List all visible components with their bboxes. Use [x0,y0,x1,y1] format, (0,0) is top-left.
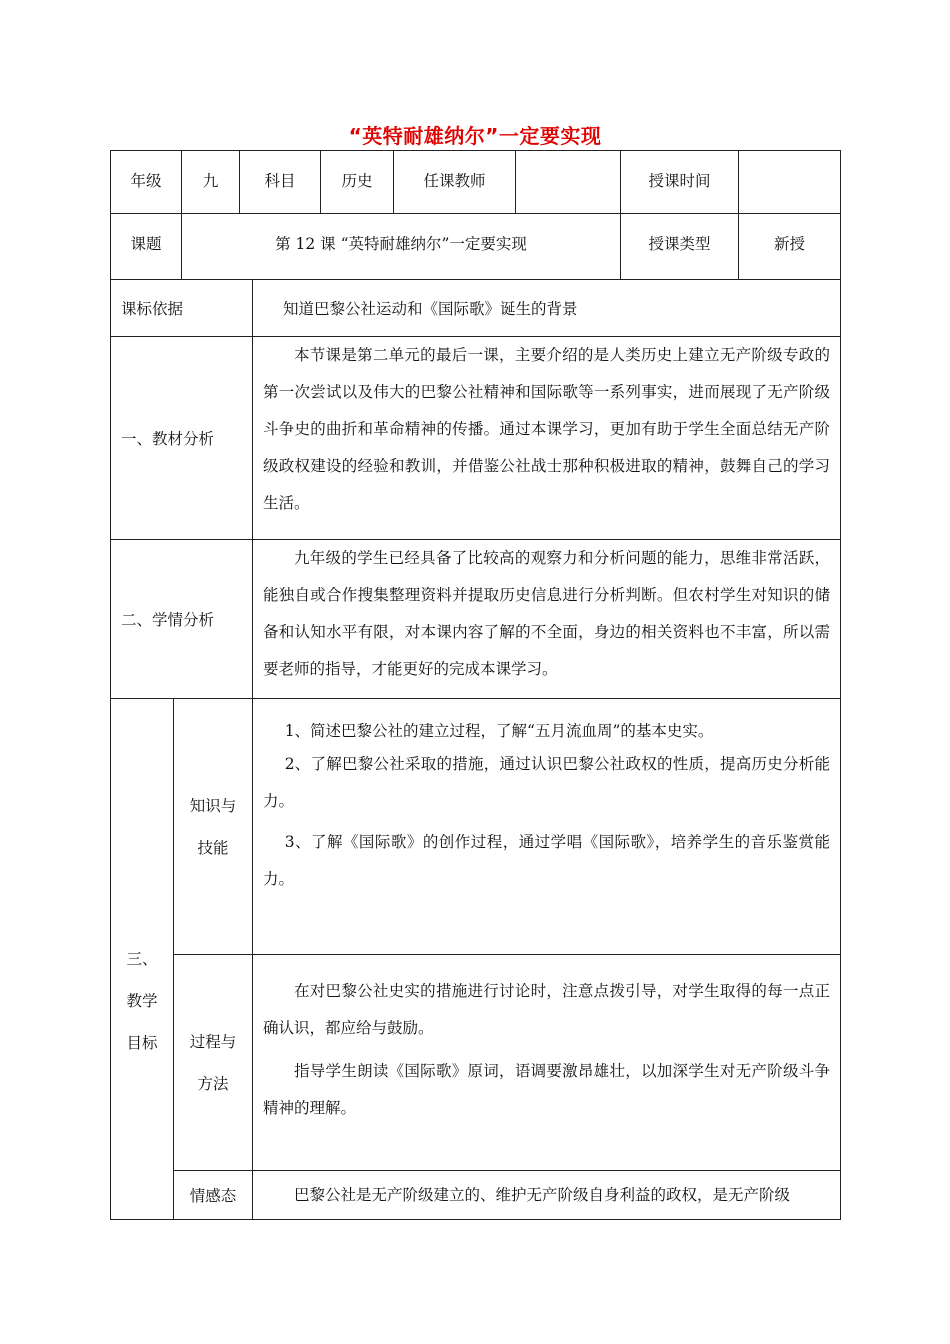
time-value [738,150,841,214]
process-item: 指导学生朗读《国际歌》原词，语调要激昂雄壮，以加深学生对无产阶级斗争精神的理解。 [263,1062,830,1117]
type-value: 新授 [738,213,841,280]
process-label: 过程与 方法 [173,954,253,1171]
material-label: 一、教材分析 [110,336,253,540]
topic-label: 课题 [110,213,182,280]
process-item: 在对巴黎公社史实的措施进行讨论时，注意点拨引导，对学生取得的每一点正确认识，都应给与鼓励。 [263,982,830,1037]
process-text [252,954,841,1171]
basis-label: 课标依据 [110,279,253,337]
knowledge-text [252,698,841,955]
grade-value: 九 [181,150,240,214]
knowledge-item: 2、了解巴黎公社采取的措施，通过认识巴黎公社政权的性质，提高历史分析能力。 [263,755,830,810]
subject-label: 科目 [239,150,321,214]
knowledge-item: 3、了解《国际歌》的创作过程，通过学唱《国际歌》，培养学生的音乐鉴赏能力。 [263,833,830,888]
student-label: 二、学情分析 [110,539,253,699]
teacher-label: 任课教师 [393,150,516,214]
teacher-value [515,150,621,214]
type-label: 授课类型 [620,213,739,280]
student-text: 九年级的学生已经具备了比较高的观察力和分析问题的能力，思维非常活跃，能独自或合作搜集整理资料并提取历史信息进行分析判断。但农村学生对知识的储备和认知水平有限，对本课内容了解的不全面，身边的相关资料也不丰富，所以需要老师的指导，才能更好的完成本课学习。 [252,539,841,699]
topic-value: 第 12 课 “英特耐雄纳尔”一定要实现 [181,213,621,280]
material-text: 本节课是第二单元的最后一课，主要介绍的是人类历史上建立无产阶级专政的第一次尝试以及伟大的巴黎公社精神和国际歌等一系列事实，进而展现了无产阶级斗争史的曲折和革命精神的传播。通过本课学习，更加有助于学生全面总结无产阶级政权建设的经验和教训，并借鉴公社战士那种积极进取的精神，鼓舞自己的学习生活。 [252,336,841,540]
grade-label: 年级 [110,150,182,214]
knowledge-item: 1、简述巴黎公社的建立过程，了解“五月流血周”的基本史实。 [284,722,714,740]
subject-value: 历史 [320,150,394,214]
basis-value: 知道巴黎公社运动和《国际歌》诞生的背景 [252,279,841,337]
emotion-label: 情感态 [173,1170,253,1220]
page-title: “英特耐雄纳尔”一定要实现 [348,124,602,148]
goals-label: 三、 教学 目标 [110,698,174,1220]
knowledge-label: 知识与 技能 [173,698,253,955]
emotion-text: 巴黎公社是无产阶级建立的、维护无产阶级自身利益的政权，是无产阶级 [252,1170,841,1220]
time-label: 授课时间 [620,150,739,214]
